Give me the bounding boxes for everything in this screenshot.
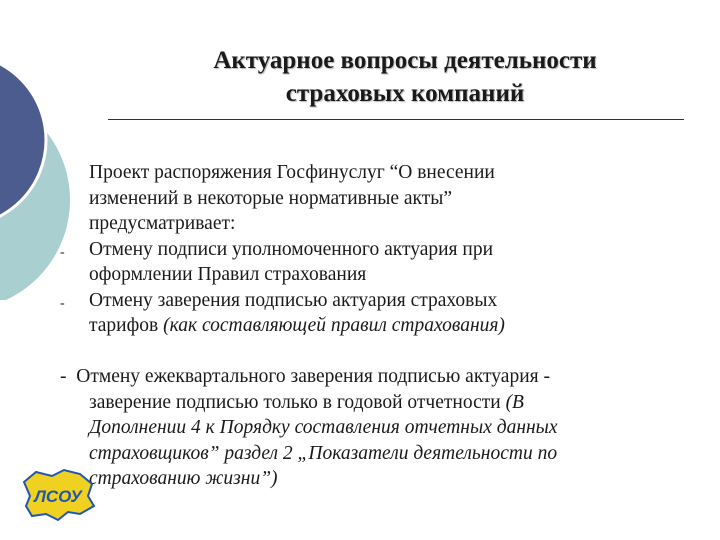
bullet-line bbox=[89, 313, 689, 339]
bullet-line: Отмену подписи уполномоченного актуария при bbox=[89, 238, 494, 260]
bullet-italic-text: (как составляющей правил страхования) bbox=[163, 315, 505, 336]
intro-line: изменений в некоторые нормативные акты” bbox=[89, 187, 453, 209]
intro-line: Проект распоряжения Госфинуслуг “О внесении bbox=[89, 162, 495, 183]
bullet-item bbox=[89, 237, 689, 288]
bullet-dash: - bbox=[60, 296, 65, 311]
slide-title-line1: Актуарное вопросы деятельности bbox=[213, 47, 597, 74]
bullet-item bbox=[89, 288, 689, 339]
title-divider bbox=[108, 119, 684, 120]
bullet-text: Отмену ежеквартального заверения подписью актуария - bbox=[76, 366, 550, 387]
lsou-logo bbox=[18, 462, 98, 526]
bullet-italic-text: (В bbox=[505, 391, 524, 413]
bullet-line: Отмену заверения подписью актуария страховых bbox=[89, 289, 498, 311]
bullet-line: страхованию жизни”) bbox=[89, 468, 278, 489]
logo-text: ЛСОУ bbox=[34, 487, 82, 506]
bullet-dash: - bbox=[60, 245, 65, 260]
corner-decoration bbox=[0, 0, 80, 300]
bullet-line bbox=[60, 390, 660, 416]
bullet-line bbox=[60, 364, 660, 390]
intro-paragraph bbox=[89, 160, 689, 237]
slide-title-line2: страховых компаний bbox=[285, 80, 525, 107]
bullet-item bbox=[60, 364, 660, 492]
bullet-line: страховщиков” раздел 2 „Показатели деятельности по bbox=[89, 442, 558, 464]
intro-line: предусматривает: bbox=[89, 213, 236, 234]
bullet-line: Дополнении 4 к Порядку составления отчетных данных bbox=[89, 417, 558, 438]
bullet-line: оформлении Правил страхования bbox=[89, 264, 367, 285]
bullet-text: заверение подписью только в годовой отчетности bbox=[89, 391, 506, 413]
slide-title bbox=[110, 44, 700, 110]
bullet-dash: - bbox=[60, 366, 67, 387]
bullet-text: тарифов bbox=[89, 315, 164, 336]
